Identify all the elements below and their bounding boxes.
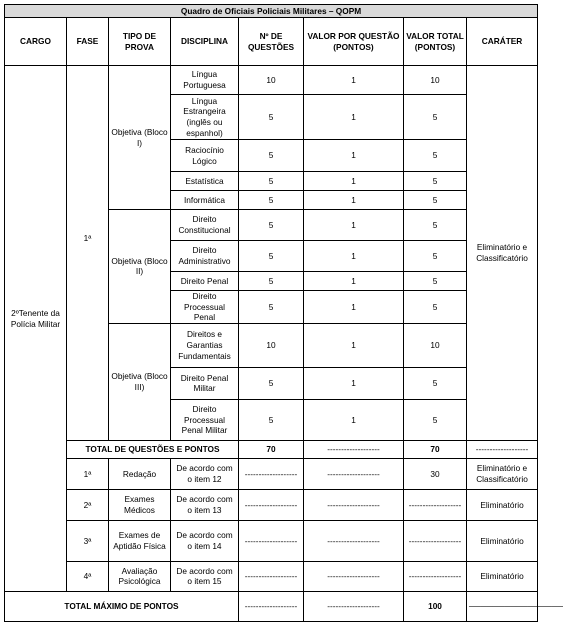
tipo-prova-cell: Exames Médicos (109, 489, 171, 520)
total-valor-total: 70 (404, 440, 467, 458)
valor-questao-cell: 1 (304, 140, 404, 172)
valor-total-cell: 10 (404, 323, 467, 367)
total-max-label: TOTAL MÁXIMO DE PONTOS (5, 591, 239, 621)
valor-total-cell: 30 (404, 458, 467, 489)
questoes-cell: 5 (239, 291, 304, 324)
disciplina-cell: Informática (171, 191, 239, 210)
valor-total-cell: 5 (404, 191, 467, 210)
carater-cell: Eliminatório (467, 520, 538, 561)
valor-questao-cell: ------------------- (304, 561, 404, 591)
valor-total-cell: 5 (404, 291, 467, 324)
cargo-cell: 2ºTenente da Polícia Militar (5, 66, 67, 592)
total-max-row (5, 591, 538, 621)
questoes-cell: ------------------- (239, 458, 304, 489)
questoes-cell: 5 (239, 272, 304, 291)
valor-questao-cell: ------------------- (304, 458, 404, 489)
valor-total-cell: 5 (404, 172, 467, 191)
disciplina-cell: De acordo com o item 14 (171, 520, 239, 561)
questoes-cell: ------------------- (239, 561, 304, 591)
valor-total-cell: ------------------- (404, 561, 467, 591)
valor-total-cell: 5 (404, 367, 467, 399)
fase-row (5, 520, 538, 561)
questoes-cell: 5 (239, 241, 304, 272)
fase-cell: 4ª (67, 561, 109, 591)
disciplina-cell: Direito Processual Penal Militar (171, 399, 239, 440)
disciplina-cell: De acordo com o item 12 (171, 458, 239, 489)
header-cargo: CARGO (5, 18, 67, 66)
disciplina-cell: Língua Estrangeira (inglês ou espanhol) (171, 95, 239, 140)
valor-total-cell: 5 (404, 140, 467, 172)
total-max-carater: ──────────────── (467, 591, 538, 621)
questoes-cell: 10 (239, 323, 304, 367)
carater-cell: Eliminatório (467, 561, 538, 591)
disciplina-cell: De acordo com o item 13 (171, 489, 239, 520)
total-carater: ------------------- (467, 440, 538, 458)
carater-cell: Eliminatório (467, 489, 538, 520)
disciplina-cell: Raciocínio Lógico (171, 140, 239, 172)
total-max-questoes: ------------------- (239, 591, 304, 621)
disciplina-cell: De acordo com o item 15 (171, 561, 239, 591)
disciplina-cell: Direito Processual Penal (171, 291, 239, 324)
header-tipo-prova: TIPO DE PROVA (109, 18, 171, 66)
valor-total-cell: 5 (404, 272, 467, 291)
disciplina-cell: Direito Penal (171, 272, 239, 291)
valor-questao-cell: 1 (304, 191, 404, 210)
fase-cell: 1ª (67, 66, 109, 441)
valor-questao-cell: 1 (304, 399, 404, 440)
disciplina-cell: Direito Penal Militar (171, 367, 239, 399)
questoes-cell: 5 (239, 399, 304, 440)
total-questoes: 70 (239, 440, 304, 458)
valor-total-cell: 5 (404, 241, 467, 272)
valor-total-cell: 5 (404, 95, 467, 140)
valor-questao-cell: 1 (304, 367, 404, 399)
questoes-cell: 5 (239, 191, 304, 210)
valor-questao-cell: 1 (304, 66, 404, 95)
header-valor-questao: VALOR POR QUESTÃO (PONTOS) (304, 18, 404, 66)
questoes-cell: 5 (239, 210, 304, 241)
disciplina-cell: Estatística (171, 172, 239, 191)
header-valor-total: VALOR TOTAL (PONTOS) (404, 18, 467, 66)
valor-total-cell: 10 (404, 66, 467, 95)
fase-row (5, 561, 538, 591)
tipo-prova-cell: Exames de Aptidão Física (109, 520, 171, 561)
valor-total-cell: ------------------- (404, 520, 467, 561)
carater-cell: Eliminatório e Classificatório (467, 458, 538, 489)
total-max-valor-total: 100 (404, 591, 467, 621)
tipo-prova-cell: Objetiva (Bloco I) (109, 66, 171, 210)
tipo-prova-cell: Redação (109, 458, 171, 489)
total-row (5, 440, 538, 458)
tipo-prova-cell: Objetiva (Bloco III) (109, 323, 171, 440)
fase-cell: 1ª (67, 458, 109, 489)
valor-questao-cell: 1 (304, 172, 404, 191)
table-title: Quadro de Oficiais Policiais Militares – QOPM (5, 5, 538, 18)
questoes-cell: 5 (239, 367, 304, 399)
total-label: TOTAL DE QUESTÕES E PONTOS (67, 440, 239, 458)
questoes-cell: 10 (239, 66, 304, 95)
fase-cell: 2ª (67, 489, 109, 520)
header-carater: CARÁTER (467, 18, 538, 66)
questoes-cell: 5 (239, 140, 304, 172)
carater-cell: Eliminatório e Classificatório (467, 66, 538, 441)
valor-questao-cell: ------------------- (304, 489, 404, 520)
header-num-questoes: Nº DE QUESTÕES (239, 18, 304, 66)
disciplina-cell: Direito Constitucional (171, 210, 239, 241)
header-disciplina: DISCIPLINA (171, 18, 239, 66)
valor-questao-cell: 1 (304, 291, 404, 324)
total-valor-questao: ------------------- (304, 440, 404, 458)
fase-row (5, 458, 538, 489)
tipo-prova-cell: Objetiva (Bloco II) (109, 210, 171, 324)
questoes-cell: 5 (239, 172, 304, 191)
fase-row (5, 489, 538, 520)
questoes-cell: ------------------- (239, 489, 304, 520)
disciplina-cell: Língua Portuguesa (171, 66, 239, 95)
questoes-cell: 5 (239, 95, 304, 140)
valor-total-cell: ------------------- (404, 489, 467, 520)
questoes-cell: ------------------- (239, 520, 304, 561)
disciplina-cell: Direitos e Garantias Fundamentais (171, 323, 239, 367)
valor-total-cell: 5 (404, 399, 467, 440)
valor-total-cell: 5 (404, 210, 467, 241)
header-fase: FASE (67, 18, 109, 66)
valor-questao-cell: 1 (304, 241, 404, 272)
total-max-valor-questao: ------------------- (304, 591, 404, 621)
valor-questao-cell: ------------------- (304, 520, 404, 561)
valor-questao-cell: 1 (304, 272, 404, 291)
valor-questao-cell: 1 (304, 95, 404, 140)
valor-questao-cell: 1 (304, 323, 404, 367)
valor-questao-cell: 1 (304, 210, 404, 241)
fase-cell: 3ª (67, 520, 109, 561)
qopm-table (4, 4, 563, 622)
tipo-prova-cell: Avaliação Psicológica (109, 561, 171, 591)
table-row (5, 66, 538, 95)
disciplina-cell: Direito Administrativo (171, 241, 239, 272)
